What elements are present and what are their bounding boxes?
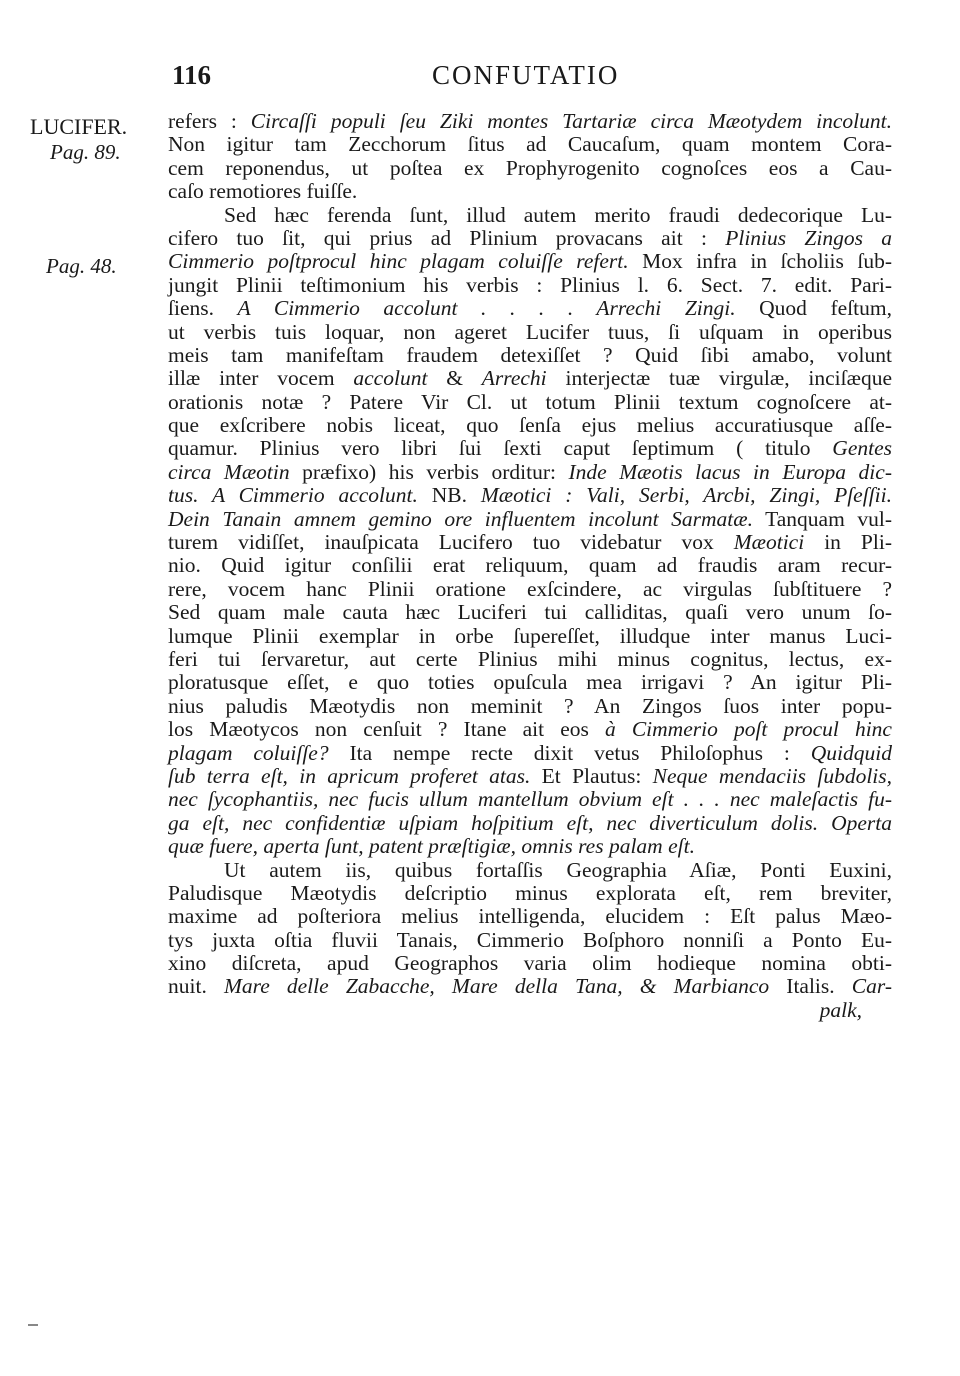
text-line — [168, 625, 892, 648]
text-run: cifero tuo ſit, qui prius ad Plinium provacans ait : — [168, 225, 726, 250]
margin-note-page-ref: Pag. 89. — [50, 140, 121, 164]
text-line — [168, 367, 892, 390]
italic-text-run: Plinius Zingos a — [725, 225, 893, 250]
text-line — [168, 391, 892, 414]
text-run: Tanquam vul- — [752, 506, 892, 531]
text-run: quamur. Plinius vero libri ſui ſexti caput ſeptimum ( titulo — [168, 436, 833, 461]
text-run: Sed hæc ferenda ſunt, illud autem merito fraudi dedecorique Lu- — [224, 202, 892, 227]
text-run: Sed quam male cauta hæc Luciferi tui calliditas, quaſi vero unum ſo- — [168, 600, 892, 625]
text-run: nio. Quid igitur conſilii erat reliquum, quam ad fraudis aram recur- — [168, 553, 892, 578]
italic-text-run: Gentes — [832, 436, 892, 461]
text-run: Ita nempe recte dixit vetus Philoſophus : — [328, 740, 811, 765]
text-line — [168, 133, 892, 156]
text-run: tys juxta oſtia fluvii Tanais, Cimmerio Boſphoro nonniſi a Ponto Eu- — [168, 927, 892, 952]
body-text — [168, 110, 892, 1022]
italic-text-run: Arrechi — [481, 366, 547, 391]
italic-text-run: Neque mendaciis ſubdolis, — [652, 763, 893, 788]
italic-text-run: nec ſycophantiis, nec fucis ullum mantellum obvium eſt . . . nec maleſactis fu- — [168, 787, 892, 812]
italic-text-run: Mare delle Zabacche, Mare della Tana, & Marbianco — [223, 974, 770, 999]
italic-text-run: Cimmerio poſtprocul hinc plagam coluiſſe refert. — [168, 249, 629, 274]
text-run: orationis notæ ? Patere Vir Cl. ut totum Plinii textum cognoſcere at- — [168, 389, 892, 414]
text-run: lumque Plinii exemplar in orbe ſupereſſet, illudque inter manus Luci- — [168, 623, 892, 648]
text-line — [168, 742, 892, 765]
italic-text-run: Dein Tanain amnem gemino ore influentem incolunt Sarmatæ. — [168, 506, 753, 531]
italic-text-run: tus. A Cimmerio accolunt. — [168, 483, 418, 508]
text-run: refers : — [168, 109, 251, 133]
text-line — [168, 765, 892, 788]
text-run: Italis. — [769, 974, 852, 999]
text-line — [168, 882, 892, 905]
italic-text-run: ga eſt, nec confidentiæ uſpiam hoſpitium eſt, nec diverticulum dolis. Operta — [168, 810, 892, 835]
text-line — [168, 671, 892, 694]
text-run: maxime ad poſteriora melius intelligenda, elucidem : Eſt palus Mæo- — [168, 904, 892, 929]
italic-text-run: à Cimmerio poſt procul hinc — [604, 717, 892, 742]
italic-text-run: ſub terra eſt, in apricum proferet atas. — [168, 763, 531, 788]
text-line — [168, 695, 892, 718]
text-run: nius paludis Mæotydis non meminit ? An Zingos ſuos inter popu- — [168, 693, 892, 718]
text-run: nuit. — [168, 974, 224, 999]
text-run: que exſcribere nobis liceat, quo ſenſa ejus melius accuratiusque aſſe- — [168, 413, 892, 438]
italic-text-run: Circaſſi populi ſeu Ziki montes Tartariæ circa Mæotydem incolunt. — [250, 109, 892, 133]
text-line — [168, 297, 892, 320]
text-line — [168, 975, 892, 998]
text-line — [168, 531, 892, 554]
text-run: cem reponendus, ut poſtea ex Prophyrogenito cognoſces eos a Cau- — [168, 155, 892, 180]
italic-text-run: Mæotici — [733, 530, 805, 555]
italic-text-run: plagam coluiſſe? — [168, 740, 329, 765]
text-line — [168, 157, 892, 180]
text-run: Paludisque Mæotydis deſcriptio minus explorata eſt, rem breviter, — [168, 880, 892, 905]
text-line — [168, 601, 892, 624]
text-run: ploratusque eſſet, e quo toties opuſcula mea irrigavi ? An igitur Pli- — [168, 670, 892, 695]
text-run: turem vidiſſet, inauſpicata Lucifero tuo videbatur vox — [168, 530, 734, 555]
page-mark — [28, 1324, 38, 1326]
text-line — [168, 929, 892, 952]
text-run: Et Plautus: — [530, 763, 653, 788]
italic-text-run: quæ fuere, aperta ſunt, patent præſtigiæ, omnis res palam eſt. — [168, 834, 695, 859]
text-run: los Mæotycos non cenſuit ? Itane ait eos — [168, 717, 605, 742]
text-run: xino diſcreta, apud Geographos varia olim hodieque nomina obti- — [168, 951, 892, 976]
text-line — [168, 250, 892, 273]
text-run: feri tui ſervaretur, aut certe Plinius mihi minus cognitus, lectus, ex- — [168, 646, 892, 671]
text-run: meis tam manifeſtam fraudem detexiſſet ? Quid ſibi amabo, volunt — [168, 342, 892, 367]
italic-text-run: Quidquid — [810, 740, 892, 765]
text-run: NB. — [417, 483, 481, 508]
text-line — [168, 578, 892, 601]
italic-text-run: Car- — [851, 974, 892, 999]
text-run: illæ inter vocem — [168, 366, 354, 391]
italic-text-run: Mæotici : Vali, Serbi, Arcbi, Zingi, Pſeſſii. — [480, 483, 892, 508]
italic-text-run: Inde Mæotis lacus in Europa dic- — [568, 459, 892, 484]
text-run: Non igitur tam Zecchorum ſitus ad Caucaſum, quam montem Cora- — [168, 132, 892, 157]
text-run: ut verbis tuis loquar, non ageret Lucifer tuus, ſi uſquam in operibus — [168, 319, 892, 344]
page-number: 116 — [172, 60, 212, 90]
text-run: Quod feſtum, — [735, 296, 892, 321]
text-line — [168, 110, 892, 133]
text-line — [168, 718, 892, 741]
italic-text-run: accolunt — [353, 366, 428, 391]
text-line — [168, 648, 892, 671]
text-run: caſo remotiores fuiſſe. — [168, 179, 358, 204]
italic-text-run: A Cimmerio accolunt . . . . Arrechi Zingi. — [237, 296, 736, 321]
text-line — [168, 204, 892, 227]
text-line — [168, 554, 892, 577]
text-run: jungit Plinii teſtimonium his verbis : Plinius l. 6. Sect. 7. edit. Pari- — [168, 272, 892, 297]
text-line — [168, 835, 892, 858]
text-run: ſiens. — [168, 296, 238, 321]
text-line — [168, 812, 892, 835]
text-line — [168, 905, 892, 928]
text-line — [168, 859, 892, 882]
text-line — [168, 508, 892, 531]
text-line — [168, 952, 892, 975]
text-run: interjectæ tuæ virgulæ, inciſæque — [546, 366, 893, 391]
text-line — [168, 414, 892, 437]
text-line — [168, 180, 892, 203]
text-line — [168, 344, 892, 367]
text-run: & — [427, 366, 482, 391]
text-line — [168, 227, 892, 250]
margin-note-lucifer: LUCIFER. — [30, 114, 128, 139]
text-run: præfixo) his verbis orditur: — [289, 459, 569, 484]
italic-text-run: palk, — [819, 997, 862, 1022]
text-line — [168, 321, 892, 344]
text-line — [168, 788, 892, 811]
text-run: Mox infra in ſcholiis ſub- — [628, 249, 892, 274]
running-head — [172, 60, 892, 100]
text-line — [168, 999, 892, 1022]
italic-text-run: circa Mæotin — [168, 459, 290, 484]
text-run: rere, vocem hanc Plinii oratione exſcindere, ac virgulas ſubſtituere ? — [168, 576, 892, 601]
text-line — [168, 461, 892, 484]
text-run: Ut autem iis, quibus fortaſſis Geographia Aſiæ, Ponti Euxini, — [224, 857, 892, 882]
text-line — [168, 274, 892, 297]
text-line — [168, 437, 892, 460]
running-head-title: CONFUTATIO — [432, 60, 620, 90]
margin-note-page-ref: Pag. 48. — [46, 254, 117, 278]
text-run: in Pli- — [804, 530, 892, 555]
text-line — [168, 484, 892, 507]
